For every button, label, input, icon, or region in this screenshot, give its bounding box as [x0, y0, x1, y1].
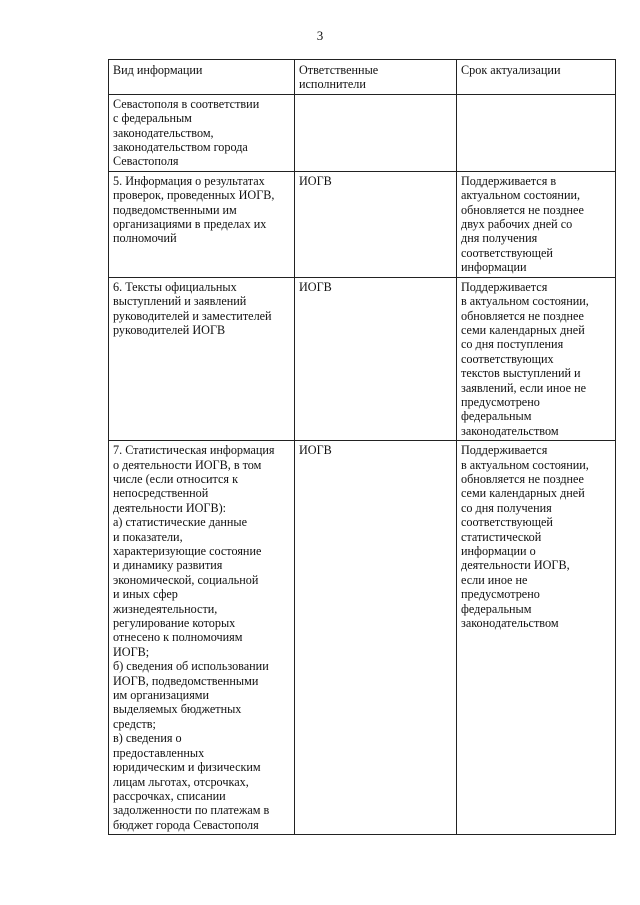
cell-executors: ИОГВ	[295, 277, 457, 440]
cell-info-type: 7. Статистическая информация о деятельности ИОГВ, в том числе (если относится к непосредственной деятельности ИОГВ): а) статистические данные и показатели, характеризующие состояние и динамику развития экономической, социальной и иных сфер жизнедеятельности, регулирование которых отнесено к полномочиям ИОГВ; б) сведения об использовании ИОГВ, подведомственными им организациями выделяемых бюджетных средств; в) сведения о предоставленных юридическим и физическим лицам льготах, отсрочках, рассрочках, списании задолженности по платежам в бюджет города Севастополя	[109, 441, 295, 835]
cell-deadline	[457, 94, 616, 171]
cell-deadline: Поддерживается в актуальном состоянии, обновляется не позднее двух рабочих дней со дня получения соответствующей информации	[457, 171, 616, 277]
table-row	[109, 94, 616, 171]
cell-executors	[295, 94, 457, 171]
header-executors: Ответственные исполнители	[295, 60, 457, 95]
cell-info-type: Севастополя в соответствии с федеральным законодательством, законодательством города Севастополя	[109, 94, 295, 171]
header-info-type: Вид информации	[109, 60, 295, 95]
cell-executors: ИОГВ	[295, 441, 457, 835]
cell-deadline: Поддерживается в актуальном состоянии, обновляется не позднее семи календарных дней со дня получения соответствующей статистической информации о деятельности ИОГВ, если иное не предусмотрено федеральным законодательством	[457, 441, 616, 835]
table-header-row	[109, 60, 616, 95]
cell-info-type: 5. Информация о результатах проверок, проведенных ИОГВ, подведомственными им организациями в пределах их полномочий	[109, 171, 295, 277]
header-deadline: Срок актуализации	[457, 60, 616, 95]
cell-executors: ИОГВ	[295, 171, 457, 277]
information-table	[108, 59, 616, 835]
table-row	[109, 277, 616, 440]
cell-deadline: Поддерживается в актуальном состоянии, обновляется не позднее семи календарных дней со дня поступления соответствующих текстов выступлений и заявлений, если иное не предусмотрено федеральным законодательством	[457, 277, 616, 440]
table-row	[109, 441, 616, 835]
table-row	[109, 171, 616, 277]
cell-info-type: 6. Тексты официальных выступлений и заявлений руководителей и заместителей руководителей ИОГВ	[109, 277, 295, 440]
page-number: 3	[316, 28, 324, 43]
